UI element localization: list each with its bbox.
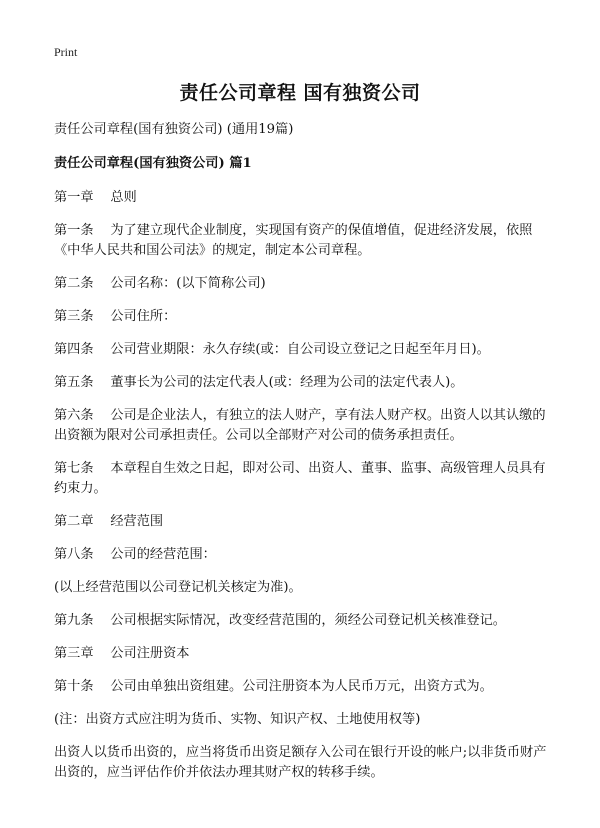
chapter-heading: 第一章 总则 <box>54 190 137 205</box>
document-subtitle: 责任公司章程(国有独资公司) (通用19篇) <box>54 122 294 137</box>
document-title: 责任公司章程 国有独资公司 <box>179 82 421 104</box>
note-paragraph: (注：出资方式应注明为货币、实物、知识产权、土地使用权等) <box>54 712 421 727</box>
chapter-heading: 第二章 经营范围 <box>54 514 164 529</box>
article-paragraph: 第一条 为了建立现代企业制度，实现国有资产的保值增值，促进经济发展，依照《中华人民共和国公司法》的规定，制定本公司章程。 <box>54 223 533 258</box>
body-paragraph: 出资人以货币出资的，应当将货币出资足额存入公司在银行开设的帐户;以非货币财产出资的，应当评估作价并依法办理其财产权的转移手续。 <box>54 745 547 780</box>
article-paragraph: 第五条 董事长为公司的法定代表人(或：经理为公司的法定代表人)。 <box>54 375 464 390</box>
section-title: 责任公司章程(国有独资公司) 篇1 <box>54 156 252 171</box>
article-paragraph: 第九条 公司根据实际情况，改变经营范围的，须经公司登记机关核准登记。 <box>54 613 506 628</box>
note-paragraph: (以上经营范围以公司登记机关核定为准)。 <box>54 580 302 595</box>
article-paragraph: 第四条 公司营业期限：永久存续(或：自公司设立登记之日起至年月日)。 <box>54 342 490 357</box>
document-body <box>54 120 554 796</box>
article-paragraph: 第六条 公司是企业法人，有独立的法人财产，享有法人财产权。出资人以其认缴的出资额为限对公司承担责任。公司以全部财产对公司的债务承担责任。 <box>54 408 546 443</box>
article-paragraph: 第二条 公司名称：(以下简称公司) <box>54 276 266 291</box>
chapter-heading: 第三章 公司注册资本 <box>54 646 190 661</box>
print-link[interactable]: Print <box>54 45 78 59</box>
article-paragraph: 第七条 本章程自生效之日起，即对公司、出资人、董事、监事、高级管理人员具有约束力。 <box>54 461 546 496</box>
article-paragraph: 第八条 公司的经营范围： <box>54 547 216 562</box>
article-paragraph: 第三条 公司住所： <box>54 309 177 324</box>
article-paragraph: 第十条 公司由单独出资组建。公司注册资本为人民币万元，出资方式为。 <box>54 679 493 694</box>
